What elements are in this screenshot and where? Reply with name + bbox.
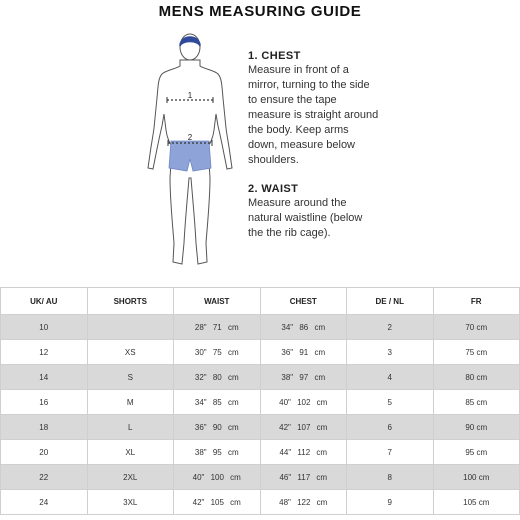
table-cell: XL [87, 440, 174, 465]
table-row [1, 415, 520, 440]
table-cell: 95 cm [433, 440, 520, 465]
size-table [0, 287, 520, 515]
col-header-chest: CHEST [260, 288, 347, 315]
table-row [1, 340, 520, 365]
table-cell: 24 [1, 490, 88, 515]
table-row [1, 440, 520, 465]
table-cell: 100 cm [433, 465, 520, 490]
table-cell: 42" 105 cm [174, 490, 261, 515]
table-cell: 32" 80 cm [174, 365, 261, 390]
table-cell: 42" 107 cm [260, 415, 347, 440]
table-cell: 38" 97 cm [260, 365, 347, 390]
table-cell: 9 [347, 490, 434, 515]
waist-instructions: Measure around the natural waistline (below the the rib cage). [248, 197, 363, 239]
table-cell: 46" 117 cm [260, 465, 347, 490]
table-cell: 12 [1, 340, 88, 365]
table-cell: 70 cm [433, 315, 520, 340]
table-cell: 30" 75 cm [174, 340, 261, 365]
table-cell: 20 [1, 440, 88, 465]
chest-section [248, 50, 510, 168]
table-header-row [1, 288, 520, 315]
table-row [1, 490, 520, 515]
table-cell: 14 [1, 365, 88, 390]
table-cell: 80 cm [433, 365, 520, 390]
col-header-shorts: SHORTS [87, 288, 174, 315]
table-cell: 3XL [87, 490, 174, 515]
table-cell: 38" 95 cm [174, 440, 261, 465]
table-cell: 105 cm [433, 490, 520, 515]
table-cell: 36" 91 cm [260, 340, 347, 365]
table-cell: 44" 112 cm [260, 440, 347, 465]
waist-section [248, 183, 510, 241]
table-cell: 7 [347, 440, 434, 465]
table-cell: 8 [347, 465, 434, 490]
waist-heading: 2. WAIST [248, 183, 299, 195]
table-cell: 22 [1, 465, 88, 490]
col-header-waist: WAIST [174, 288, 261, 315]
col-header-uk-au: UK/ AU [1, 288, 88, 315]
table-cell: 10 [1, 315, 88, 340]
table-cell: S [87, 365, 174, 390]
table-row [1, 315, 520, 340]
table-cell: 4 [347, 365, 434, 390]
table-cell: 5 [347, 390, 434, 415]
table-cell: 28" 71 cm [174, 315, 261, 340]
table-cell: L [87, 415, 174, 440]
table-cell: 18 [1, 415, 88, 440]
table-row [1, 365, 520, 390]
body-figure-illustration [140, 28, 240, 273]
table-cell: 6 [347, 415, 434, 440]
chest-heading: 1. CHEST [248, 50, 301, 62]
table-cell: 85 cm [433, 390, 520, 415]
chest-marker: 1 [187, 91, 193, 100]
table-cell: 34" 86 cm [260, 315, 347, 340]
table-cell: 40" 102 cm [260, 390, 347, 415]
table-row [1, 465, 520, 490]
table-cell: 34" 85 cm [174, 390, 261, 415]
chest-instructions: Measure in front of a mirror, turning to the side to ensure the tape measure is straight around the body. Keep arms down, measure below shoulders. [248, 64, 379, 166]
table-cell: 90 cm [433, 415, 520, 440]
col-header-de-nl: DE / NL [347, 288, 434, 315]
table-cell: 2XL [87, 465, 174, 490]
table-cell: 75 cm [433, 340, 520, 365]
waist-marker: 2 [187, 133, 193, 142]
table-cell: 2 [347, 315, 434, 340]
table-cell: 40" 100 cm [174, 465, 261, 490]
table-cell [87, 315, 174, 340]
page-title: MENS MEASURING GUIDE [158, 3, 362, 20]
table-cell: 3 [347, 340, 434, 365]
table-cell: 48" 122 cm [260, 490, 347, 515]
table-cell: M [87, 390, 174, 415]
col-header-fr: FR [433, 288, 520, 315]
table-cell: 16 [1, 390, 88, 415]
table-cell: 36" 90 cm [174, 415, 261, 440]
table-cell: XS [87, 340, 174, 365]
table-row [1, 390, 520, 415]
